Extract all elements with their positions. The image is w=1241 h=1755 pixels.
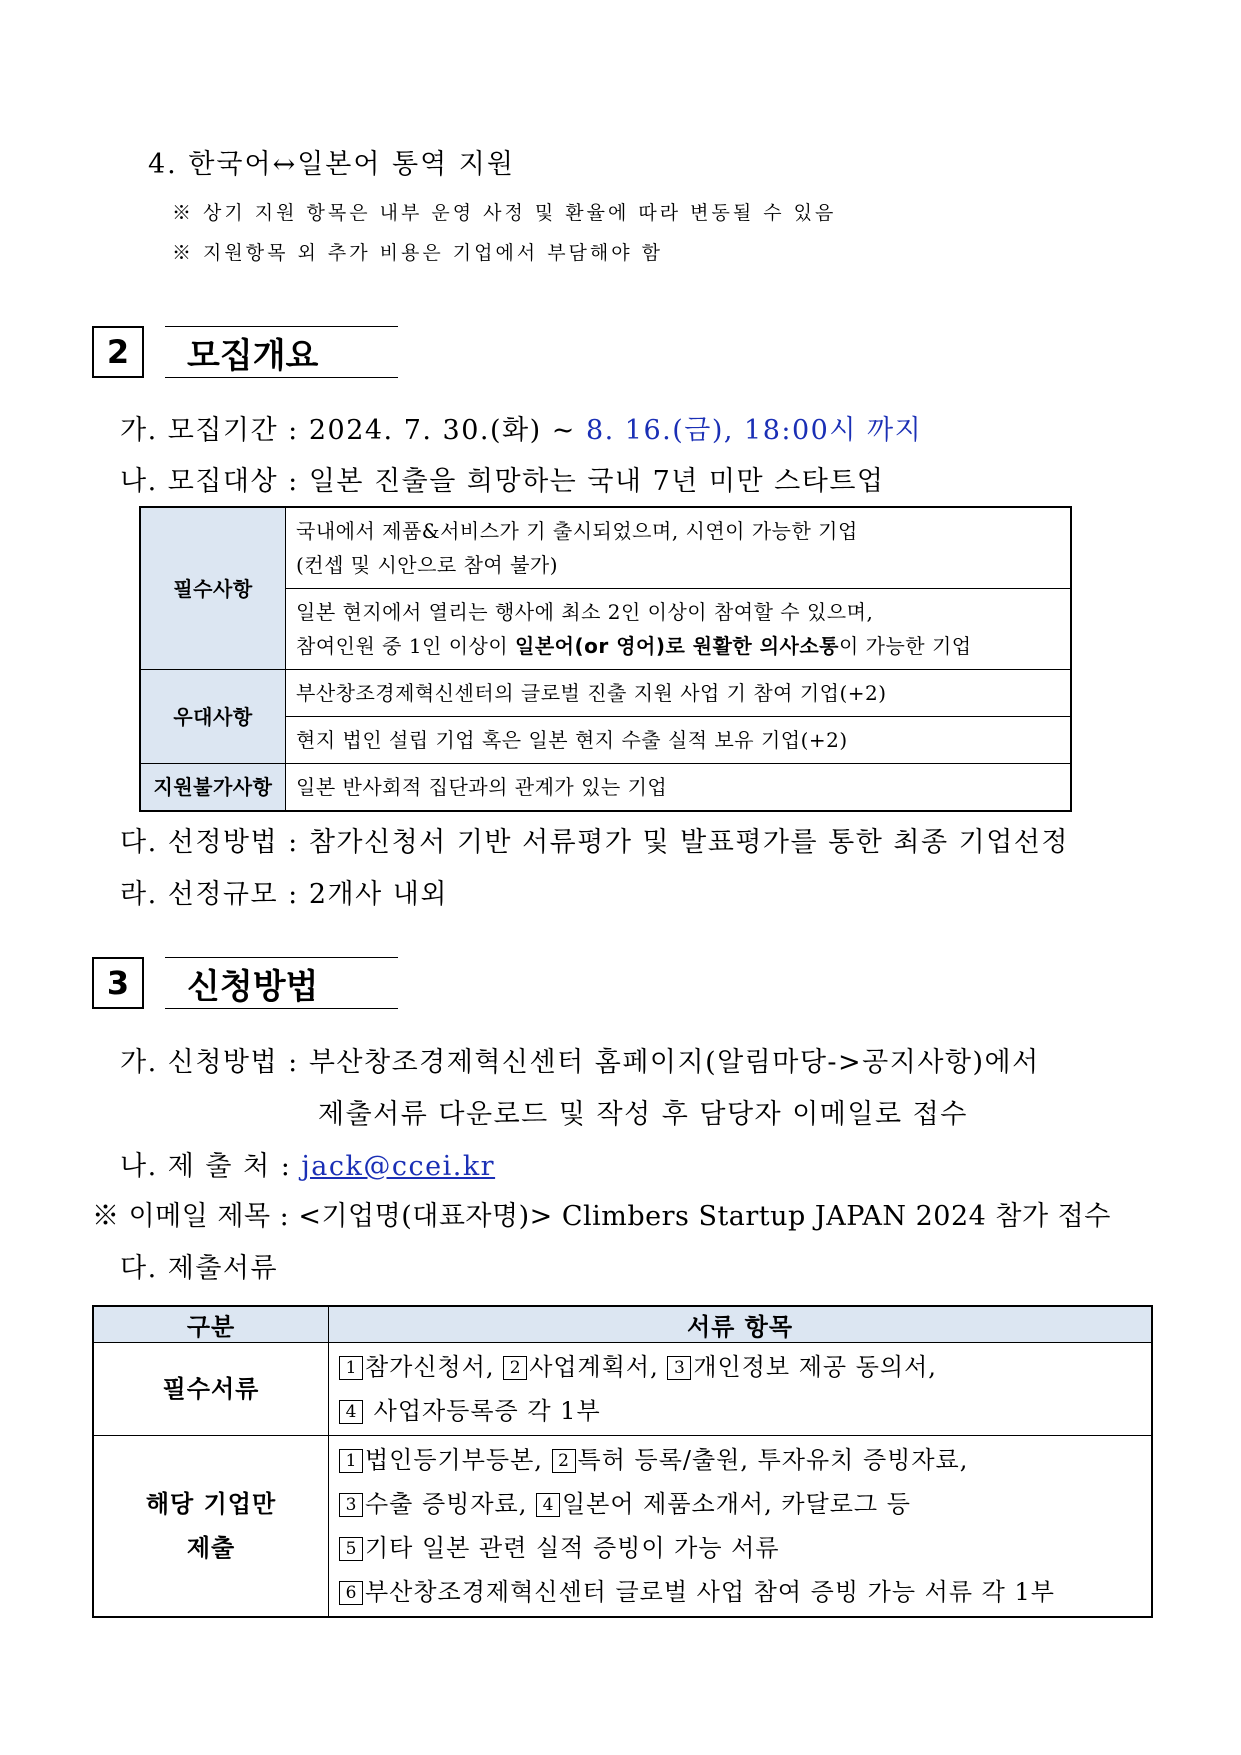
document-item: 참가신청서,: [365, 1353, 504, 1381]
recruit-period-prefix: 가. 모집기간 : 2024. 7. 30.(화) ~: [120, 415, 586, 446]
section-3-number: 3: [92, 957, 144, 1009]
preferred-criterion-1: 부산창조경제혁신센터의 글로벌 진출 지원 사업 기 참여 기업(+2): [286, 670, 1072, 717]
conditional-docs-label-line2: 제출: [186, 1534, 236, 1562]
required-docs-line2: [339, 1389, 1141, 1433]
required-criterion-2-line2: [296, 629, 1060, 663]
number-box: 1: [339, 1356, 363, 1380]
apply-method-line2: 제출서류 다운로드 및 작성 후 담당자 이메일로 접수: [318, 1099, 968, 1130]
required-criterion-2-bold: 일본어(or 영어)로 원활한 의사소통: [515, 634, 839, 658]
recruit-period: [120, 408, 922, 447]
table-row: [93, 1436, 1152, 1618]
selection-scale: 라. 선정규모 : 2개사 내외: [120, 879, 448, 910]
number-box: 2: [503, 1356, 527, 1380]
required-criterion-2: [286, 589, 1072, 670]
document-item: 부산창조경제혁신센터 글로벌 사업 참여 증빙 가능 서류 각 1부: [365, 1578, 1055, 1606]
document-item: 사업자등록증 각 1부: [365, 1397, 601, 1425]
number-box: 4: [339, 1400, 363, 1424]
conditional-docs-label-line1: 해당 기업만: [145, 1490, 277, 1518]
section-2-number: 2: [92, 326, 144, 378]
number-box: 1: [339, 1449, 363, 1473]
email-subject-format: <기업명(대표자명)> Climbers Startup JAPAN 2024 참가 접수: [298, 1201, 1111, 1232]
number-box: 4: [536, 1493, 560, 1517]
col-items-header: 서류 항목: [329, 1306, 1153, 1343]
submit-to-prefix: 나. 제 출 처 :: [120, 1151, 302, 1182]
document-item: 기타 일본 관련 실적 증빙이 가능 서류: [365, 1534, 780, 1562]
apply-method-line1: 가. 신청방법 : 부산창조경제혁신센터 홈페이지(알림마당->공지사항)에서: [120, 1047, 1040, 1078]
submit-to: [120, 1144, 495, 1183]
recruit-period-deadline: 8. 16.(금), 18:00시 까지: [585, 415, 923, 446]
required-label: 필수사항: [140, 507, 286, 670]
conditional-docs-items: [329, 1436, 1153, 1618]
table-row: [93, 1343, 1152, 1436]
support-item-4: 4. 한국어↔일본어 통역 지원: [148, 149, 515, 180]
section-2-title: 모집개요: [165, 326, 398, 378]
document-item: 수출 증빙자료,: [365, 1490, 536, 1518]
col-category-header: 구분: [93, 1306, 329, 1343]
preferred-criterion-2: 현지 법인 설립 기업 혹은 일본 현지 수출 실적 보유 기업(+2): [286, 717, 1072, 764]
required-docs-label: 필수서류: [93, 1343, 329, 1436]
required-criterion-1: [286, 507, 1072, 589]
number-box: 6: [339, 1581, 363, 1605]
preferred-label: 우대사항: [140, 670, 286, 764]
required-criterion-1-line2: (컨셉 및 시안으로 참여 불가): [296, 553, 559, 577]
required-criterion-1-line1: 국내에서 제품&서비스가 기 출시되었으며, 시연이 가능한 기업: [296, 519, 858, 543]
conditional-docs-line4: [339, 1570, 1141, 1614]
selection-method: 다. 선정방법 : 참가신청서 기반 서류평가 및 발표평가를 통한 최종 기업선정: [120, 827, 1069, 858]
table-row: [140, 764, 1071, 812]
required-docs-items: [329, 1343, 1153, 1436]
conditional-docs-line1: [339, 1438, 1141, 1482]
table-header-row: [93, 1306, 1152, 1343]
required-criterion-2-line1: 일본 현지에서 열리는 행사에 최소 2인 이상이 참여할 수 있으며,: [296, 600, 874, 624]
docs-title: 다. 제출서류: [120, 1253, 279, 1284]
number-box: 5: [339, 1537, 363, 1561]
excluded-label: 지원불가사항: [140, 764, 286, 812]
note-1: ※ 상기 지원 항목은 내부 운영 사정 및 환율에 따라 변동될 수 있음: [172, 202, 837, 224]
table-row: [140, 670, 1071, 717]
table-row: [140, 507, 1071, 589]
excluded-criterion-1: 일본 반사회적 집단과의 관계가 있는 기업: [286, 764, 1072, 812]
document-item: 사업계획서,: [529, 1353, 668, 1381]
note-2: ※ 지원항목 외 추가 비용은 기업에서 부담해야 함: [172, 242, 664, 264]
required-criterion-2-pre: 참여인원 중 1인 이상이: [296, 634, 516, 658]
document-item: 특허 등록/출원, 투자유치 증빙자료,: [577, 1446, 969, 1474]
required-criterion-2-post: 이 가능한 기업: [838, 634, 972, 658]
document-item: 법인등기부등본,: [365, 1446, 552, 1474]
submit-email-link[interactable]: jack@ccei.kr: [301, 1151, 496, 1182]
conditional-docs-line3: [339, 1526, 1141, 1570]
recruit-target: 나. 모집대상 : 일본 진출을 희망하는 국내 7년 미만 스타트업: [120, 466, 885, 497]
email-subject-prefix: ※ 이메일 제목 :: [92, 1201, 299, 1232]
document-item: 개인정보 제공 동의서,: [693, 1353, 937, 1381]
number-box: 2: [552, 1449, 576, 1473]
required-docs-line1: [339, 1345, 1141, 1389]
eligibility-table: [139, 506, 1072, 812]
document-item: 일본어 제품소개서, 카달로그 등: [562, 1490, 911, 1518]
documents-table: [92, 1305, 1153, 1618]
section-3-title: 신청방법: [165, 957, 398, 1009]
number-box: 3: [339, 1493, 363, 1517]
conditional-docs-line2: [339, 1482, 1141, 1526]
number-box: 3: [667, 1356, 691, 1380]
email-subject: [92, 1194, 1111, 1233]
conditional-docs-label: [93, 1436, 329, 1618]
